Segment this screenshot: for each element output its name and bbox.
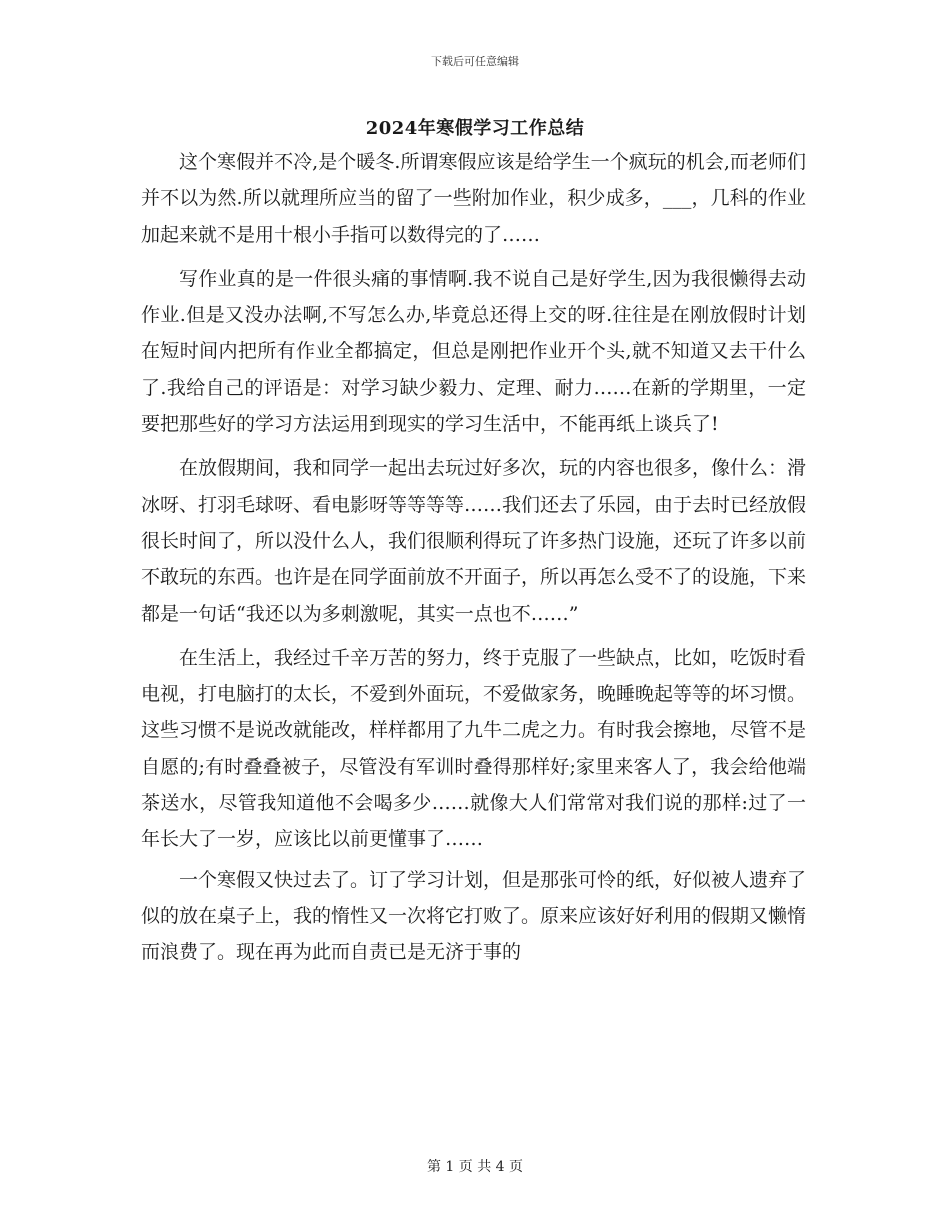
paragraph-4: 在生活上，我经过千辛万苦的努力，终于克服了一些缺点，比如，吃饭时看电视，打电脑打的太长，不爱到外面玩，不爱做家务，晚睡晚起等等的坏习惯。这些习惯不是说改就能改，样样都用了九牛二虎之力。有时我会擦地，尽管不是自愿的;有时叠叠被子，尽管没有军训时叠得那样好;家里来客人了，我会给他端茶送水，尽管我知道他不会喝多少……就像大人们常常对我们说的那样:过了一年长大了一岁，应该比以前更懂事了…… — [141, 646, 807, 851]
document-body — [141, 144, 806, 979]
paragraph-2: 写作业真的是一件很头痛的事情啊.我不说自己是好学生,因为我很懒得去动作业.但是又没办法啊,不写怎么办,毕竟总还得上交的呀.往往是在刚放假时计划在短时间内把所有作业全都搞定，但总是刚把作业开个头,就不知道又去干什么了.我给自己的评语是：对学习缺少毅力、定理、耐力……在新的学期里，一定要把那些好的学习方法运用到现实的学习生活中，不能再纸上谈兵了! — [141, 267, 806, 436]
document-title: 2024年寒假学习工作总结 — [365, 118, 585, 139]
header-note: 下载后可任意编辑 — [431, 55, 519, 68]
paragraph-1: 这个寒假并不冷,是个暖冬.所谓寒假应该是给学生一个疯玩的机会,而老师们并不以为然.所以就理所应当的留了一些附加作业，积少成多，___，几科的作业加起来就不是用十根小手指可以数得完的了…… — [141, 151, 806, 246]
paragraph-3: 在放假期间，我和同学一起出去玩过好多次，玩的内容也很多，像什么：滑冰呀、打羽毛球呀、看电影呀等等等等……我们还去了乐园，由于去时已经放假很长时间了，所以没什么人，我们很顺利得玩了许多热门设施，还玩了许多以前不敢玩的东西。也许是在同学面前放不开面子，所以再怎么受不了的设施，下来都是一句话“我还以为多刺激呢，其实一点也不……” — [141, 457, 807, 625]
paragraph-5: 一个寒假又快过去了。订了学习计划，但是那张可怜的纸，好似被人遗弃了似的放在桌子上，我的惰性又一次将它打败了。原来应该好好利用的假期又懒惰而浪费了。现在再为此而自责已是无济于事的 — [141, 868, 807, 964]
page-footer: 第 1 页 共 4 页 — [426, 1159, 524, 1175]
